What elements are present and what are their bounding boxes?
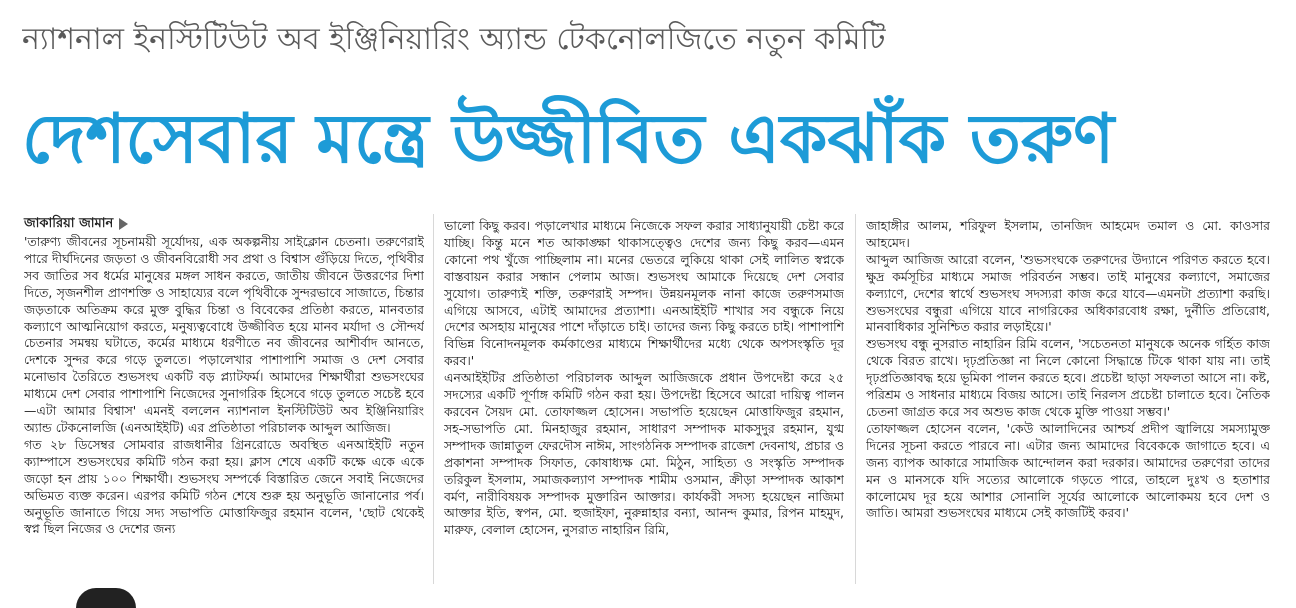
kicker-title: ন্যাশনাল ইনস্টিটিউট অব ইঞ্জিনিয়ারিং অ্যান্ড টেকনোলজিতে নতুন কমিটি [22, 22, 886, 57]
headline: দেশসেবার মন্ত্রে উজ্জীবিত একঝাঁক তরুণ [22, 100, 1115, 179]
byline-author: জাকারিয়া জামান [24, 216, 114, 231]
arrow-right-icon [119, 218, 128, 230]
paragraph: শুভসংঘ বন্ধু নুসরাত নাহারিন রিমি বলেন, 'সচেতনতা মানুষকে অনেক গর্হিত কাজ থেকে বিরত রাখে। দৃঢ়প্রতিজ্ঞা না নিলে কোনো সিদ্ধান্তে টিকে থাকা যায় না। তাই দৃঢ়প্রতিজ্ঞাবদ্ধ হয়ে ভূমিকা পালন করতে হবে। প্রচেষ্টা ছাড়া সফলতা আসে না। কষ্ট, পরিশ্রম ও সাধনার মাধ্যমে বিজয় আসে। তাই নিরলস প্রচেষ্টা চালাতে হবে। নৈতিক চেতনা জাগ্রত করে সব অশুভ কাজ থেকে মুক্তি পাওয়া সম্ভব।' [866, 336, 1270, 419]
column-divider [855, 214, 856, 584]
photo-fragment [76, 588, 136, 608]
paragraph: তোফাজ্জল হোসেন বলেন, 'কেউ আলাদিনের আশ্চর্য প্রদীপ জ্বালিয়ে সমস্যামুক্ত দিনের সূচনা করতে পারবে না। এটার জন্য আমাদের বিবেককে জাগাতে হবে। এ জন্য ব্যাপক আকারে সামাজিক আন্দোলন করা দরকার। আমাদের তরুণেরা তাদের মন ও মানসকে যদি সত্যের আলোকে গড়তে পারে, তাহলে দুঃখ ও হতাশার কালোমেঘ দূর হয়ে আশার সোনালি সূর্যের আলোকে আলোকময় হবে দেশ ও জাতি। আমরা শুভসংঘের মাধ্যমে সেই কাজটিই করব।' [866, 420, 1270, 521]
paragraph: এনআইইটির প্রতিষ্ঠাতা পরিচালক আব্দুল আজিজকে প্রধান উপদেষ্টা করে ২৫ সদস্যের একটি পূর্ণাঙ্গ কমিটি গঠন করা হয়। উপদেষ্টা হিসেবে আরো দায়িত্ব পালন করবেন সৈয়দ মো. তোফাজ্জল হোসেন। সভাপতি হয়েছেন মোত্তাফিজুর রহমান, সহ-সভাপতি মো. মিনহাজুর রহমান, সাধারণ সম্পাদক মাকসুদুর রহমান, যুগ্ম সম্পাদক জান্নাতুল ফেরদৌস নাঈম, সাংগঠনিক সম্পাদক রাজেশ দেবনাথ, প্রচার ও প্রকাশনা সম্পাদক সিফাত, কোষাধ্যক্ষ মো. মিঠুন, সাহিত্য ও সংস্কৃতি সম্পাদক তরিকুল ইসলাম, সমাজকল্যাণ সম্পাদক শামীম ওসমান, ক্রীড়া সম্পাদক আকাশ বর্মণ, নারীবিষয়ক সম্পাদক মুক্তারিন আক্তার। কার্যকরী সদস্য হয়েছেন নাজিমা আক্তার ইতি, স্বপন, মো. হুজাইফা, নুরুন্নাহার বন্যা, আনন্দ কুমার, রিপন মাহমুদ, মারুফ, বেলাল হোসেন, নুসরাত নাহারিন রিমি, [444, 370, 844, 538]
article-column-2 [444, 218, 844, 584]
article-column-1 [24, 234, 424, 584]
column-divider [433, 214, 434, 584]
paragraph: গত ২৮ ডিসেম্বর সোমবার রাজধানীর গ্রিনরোডে অবস্থিত এনআইইটি নতুন ক্যাম্পাসে শুভসংঘের কমিটি গঠন করা হয়। ক্লাস শেষে একটি কক্ষে একে একে জড়ো হন প্রায় ১০০ শিক্ষার্থী। শুভসংঘ সম্পর্কে বিস্তারিত জেনে সবাই নিজেদের অভিমত ব্যক্ত করেন। এরপর কমিটি গঠন শেষে শুরু হয় অনুভূতি জানানোর পর্ব। অনুভূতি জানাতে গিয়ে সদ্য সভাপতি মোত্তাফিজুর রহমান বলেন, 'ছোট থেকেই স্বপ্ন ছিল নিজের ও দেশের জন্য [24, 436, 424, 537]
paragraph: আব্দুল আজিজ আরো বলেন, 'শুভসংঘকে তরুণদের উদ্যানে পরিণত করতে হবে। ক্ষুদ্র কর্মসূচির মাধ্যমে সমাজ পরিবর্তন সম্ভব। তাই মানুষের কল্যাণে, সমাজের কল্যাণে, দেশের স্বার্থে শুভসংঘ সদস্যরা কাজ করে যাবে—এমনটা প্রত্যাশা করছি। শুভসংঘের বন্ধুরা এগিয়ে যাবে নাগরিকের অধিকারবোধ রক্ষা, দুর্নীতি প্রতিরোধ, মানবাধিকার সুনিশ্চিত করার লড়াইয়ে।' [866, 251, 1270, 335]
paragraph: জাহাঙ্গীর আলম, শরিফুল ইসলাম, তানজিদ আহমেদ তমাল ও মো. কাওসার আহমেদ। [866, 218, 1270, 250]
paragraph: 'তারুণ্য জীবনের সূচনাময়ী সূর্যোদয়, এক অকল্পনীয় সাইক্লোন চেতনা। তরুণেরাই পারে দীর্ঘদিনের জড়তা ও জীবনবিরোধী সব প্রথা ও বিশ্বাস গুঁড়িয়ে দিতে, পৃথিবীর সব জাতির সব ধর্মের মানুষের মঙ্গল সাধন করতে, জাতীয় জীবনে উত্তরণের দিশা দিতে, সৃজনশীল প্রাণশক্তি ও সাহায্যের বলে পৃথিবীকে সুন্দরভাবে সাজাতে, চিন্তার জড়তাকে অতিক্রম করে মুক্ত বুদ্ধির চিন্তা ও বিবেকের প্রতিষ্ঠা করতে, মানবতার কল্যাণে আত্মনিয়োগ করতে, মনুষ্যত্ববোধে উজ্জীবিত হয়ে মানব মর্যাদা ও সৌন্দর্য চেতনার সমন্বয় ঘটাতে, কর্মের মাধ্যমে ধরণীতে নব জীবনের আশীর্বাদ আনতে, দেশকে সুন্দর করে গড়ে তুলতে। পড়ালেখার পাশাপাশি সমাজ ও দেশ সেবার মনোভাব তৈরিতে শুভসংঘ একটি বড় প্ল্যাটফর্ম। আমাদের শিক্ষার্থীরা শুভসংঘের মাধ্যমে দেশ সেবার পাশাপাশি নিজেদের সুনাগরিক হিসেবে গড়ে তুলতে সচেষ্ট হবে—এটা আমার বিশ্বাস' এমনই বললেন ন্যাশনাল ইনস্টিটিউট অব ইঞ্জিনিয়ারিং অ্যান্ড টেকনোলজি (এনআইইটি) এর প্রতিষ্ঠাতা পরিচালক আব্দুল আজিজ। [24, 234, 424, 435]
paragraph: ভালো কিছু করব। পড়ালেখার মাধ্যমে নিজেকে সফল করার সাধ্যানুযায়ী চেষ্টা করে যাচ্ছি। কিন্তু মনে শত আকাঙ্ক্ষা থাকাসত্ত্বেও দেশের জন্য কিছু করব—এমন কোনো পথ খুঁজে পাচ্ছিলাম না। মনের ভেতরে লুকিয়ে থাকা সেই লালিত স্বপ্নকে বাস্তবায়ন করার সন্ধান পেলাম আজ। শুভসংঘ আমাকে দিয়েছে দেশ সেবার সুযোগ। তারুণ্যই শক্তি, তরুণরাই সম্পদ। উন্নয়নমূলক নানা কাজে তরুণসমাজ এগিয়ে আসবে, এটাই আমাদের প্রত্যাশা। এনআইইটি শাখার সব বন্ধুকে নিয়ে দেশের অসহায় মানুষের পাশে দাঁড়াতে চাই। তাদের জন্য কিছু করতে চাই। পাশাপাশি বিভিন্ন বিনোদনমূলক কর্মকাণ্ডের মাধ্যমে শিক্ষার্থীদের মধ্যে থেকে অপসংস্কৃতি দূর করব।' [444, 218, 844, 369]
article-column-3 [866, 218, 1270, 584]
byline [24, 216, 128, 232]
